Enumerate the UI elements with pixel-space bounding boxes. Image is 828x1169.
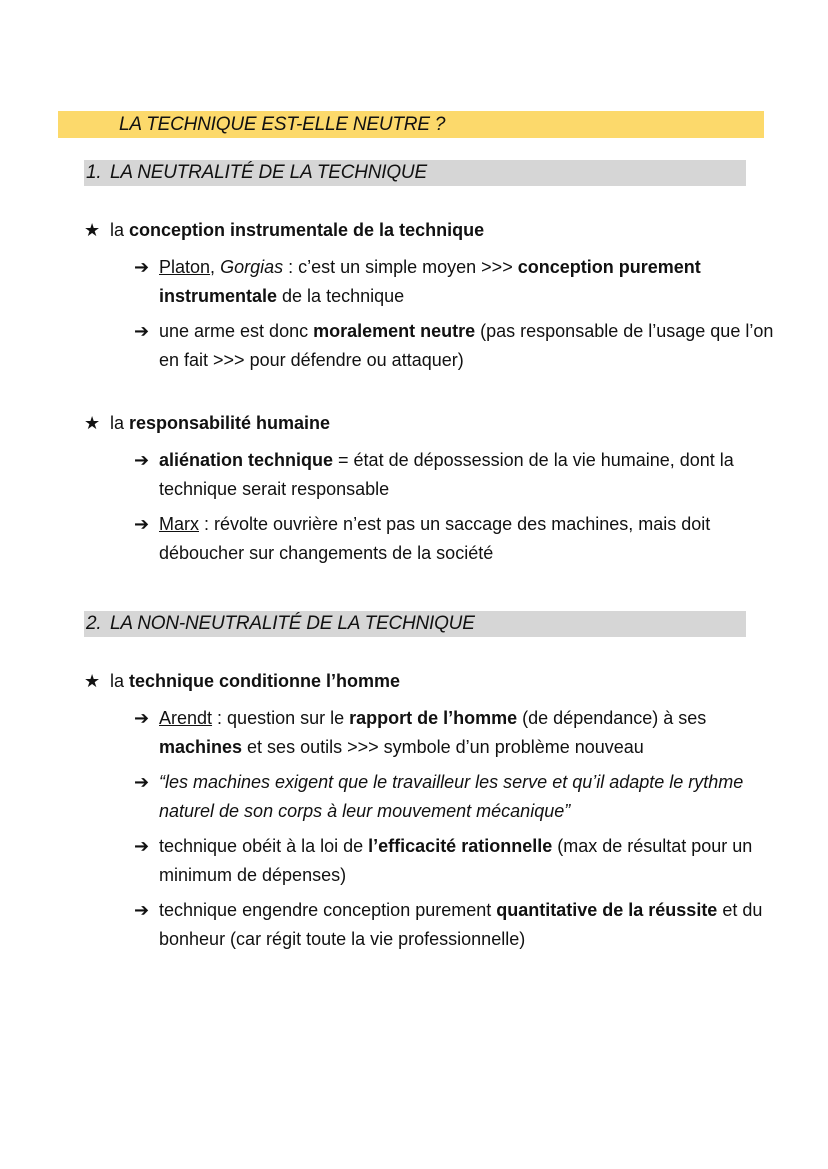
point-alienation [134,446,774,504]
bullet-responsabilite-humaine [84,411,330,436]
point-text: une arme est donc [159,321,314,341]
quote-text: “les machines exigent que le travailleur les serve et qu’il adapte le rythme naturel de son corps à leur mouvement mécanique” [159,772,744,821]
arrow-right-icon: ➔ [134,772,150,793]
bullet-label-bold: technique conditionne l’homme [129,671,401,691]
page-title: LA TECHNIQUE EST-ELLE NEUTRE ? [58,111,764,138]
point-bold: l’efficacité rationnelle [368,836,553,856]
point-bold-2: machines [159,737,243,757]
point-bold: rapport de l’homme [349,708,518,728]
point-bold: aliénation technique [159,450,334,470]
point-text: : question sur le [212,708,350,728]
point-text-end: et du bonheur (car régit toute la vie professionnelle) [159,900,763,949]
author-name: Arendt [159,708,213,728]
point-text-end: et ses outils >>> symbole d’un problème nouveau [242,737,644,757]
point-quote [134,768,774,826]
arrow-right-icon: ➔ [134,450,150,471]
separator: , [210,257,221,277]
point-arendt [134,704,774,762]
arrow-right-icon: ➔ [134,514,150,535]
point-bold: conception purement instrumentale [159,257,701,306]
bullet-technique-conditionne [84,669,400,694]
point-text-mid: (de dépendance) à ses [517,708,707,728]
section-number: 2. [86,613,102,634]
point-marx [134,510,774,568]
point-text: : c’est un simple moyen >>> [283,257,518,277]
point-quantitative [134,896,774,954]
author-name: Platon [159,257,211,277]
bullet-label-bold: responsabilité humaine [129,413,331,433]
section-heading-1 [84,160,746,186]
point-text-end: (pas responsable de l’usage que l’on en fait >>> pour défendre ou attaquer) [159,321,774,370]
author-name: Marx [159,514,199,534]
star-icon: ★ [84,413,101,434]
point-text: : révolte ouvrière n’est pas un saccage des machines, mais doit déboucher sur changements de la société [159,514,711,563]
bullet-label-plain: la [110,671,130,691]
point-bold: quantitative de la réussite [496,900,718,920]
point-bold: moralement neutre [313,321,476,341]
point-efficacite [134,832,774,890]
section-title: LA NEUTRALITÉ DE LA TECHNIQUE [110,162,427,183]
point-text-end: de la technique [277,286,405,306]
section-number: 1. [86,162,102,183]
star-icon: ★ [84,671,101,692]
arrow-right-icon: ➔ [134,900,150,921]
point-text-end: = état de dépossession de la vie humaine, dont la technique serait responsable [159,450,734,499]
point-text: technique engendre conception purement [159,900,497,920]
bullet-label-bold: conception instrumentale de la technique [129,220,485,240]
section-heading-2 [84,611,746,637]
arrow-right-icon: ➔ [134,257,150,278]
work-title: Gorgias [220,257,284,277]
bullet-conception-instrumentale [84,218,484,243]
arrow-right-icon: ➔ [134,321,150,342]
section-title: LA NON-NEUTRALITÉ DE LA TECHNIQUE [110,613,475,634]
bullet-label-plain: la [110,413,130,433]
point-platon [134,253,774,311]
point-text-end: (max de résultat pour un minimum de dépenses) [159,836,753,885]
point-text: technique obéit à la loi de [159,836,369,856]
point-arme-neutre [134,317,774,375]
star-icon: ★ [84,220,101,241]
arrow-right-icon: ➔ [134,708,150,729]
bullet-label-plain: la [110,220,130,240]
arrow-right-icon: ➔ [134,836,150,857]
